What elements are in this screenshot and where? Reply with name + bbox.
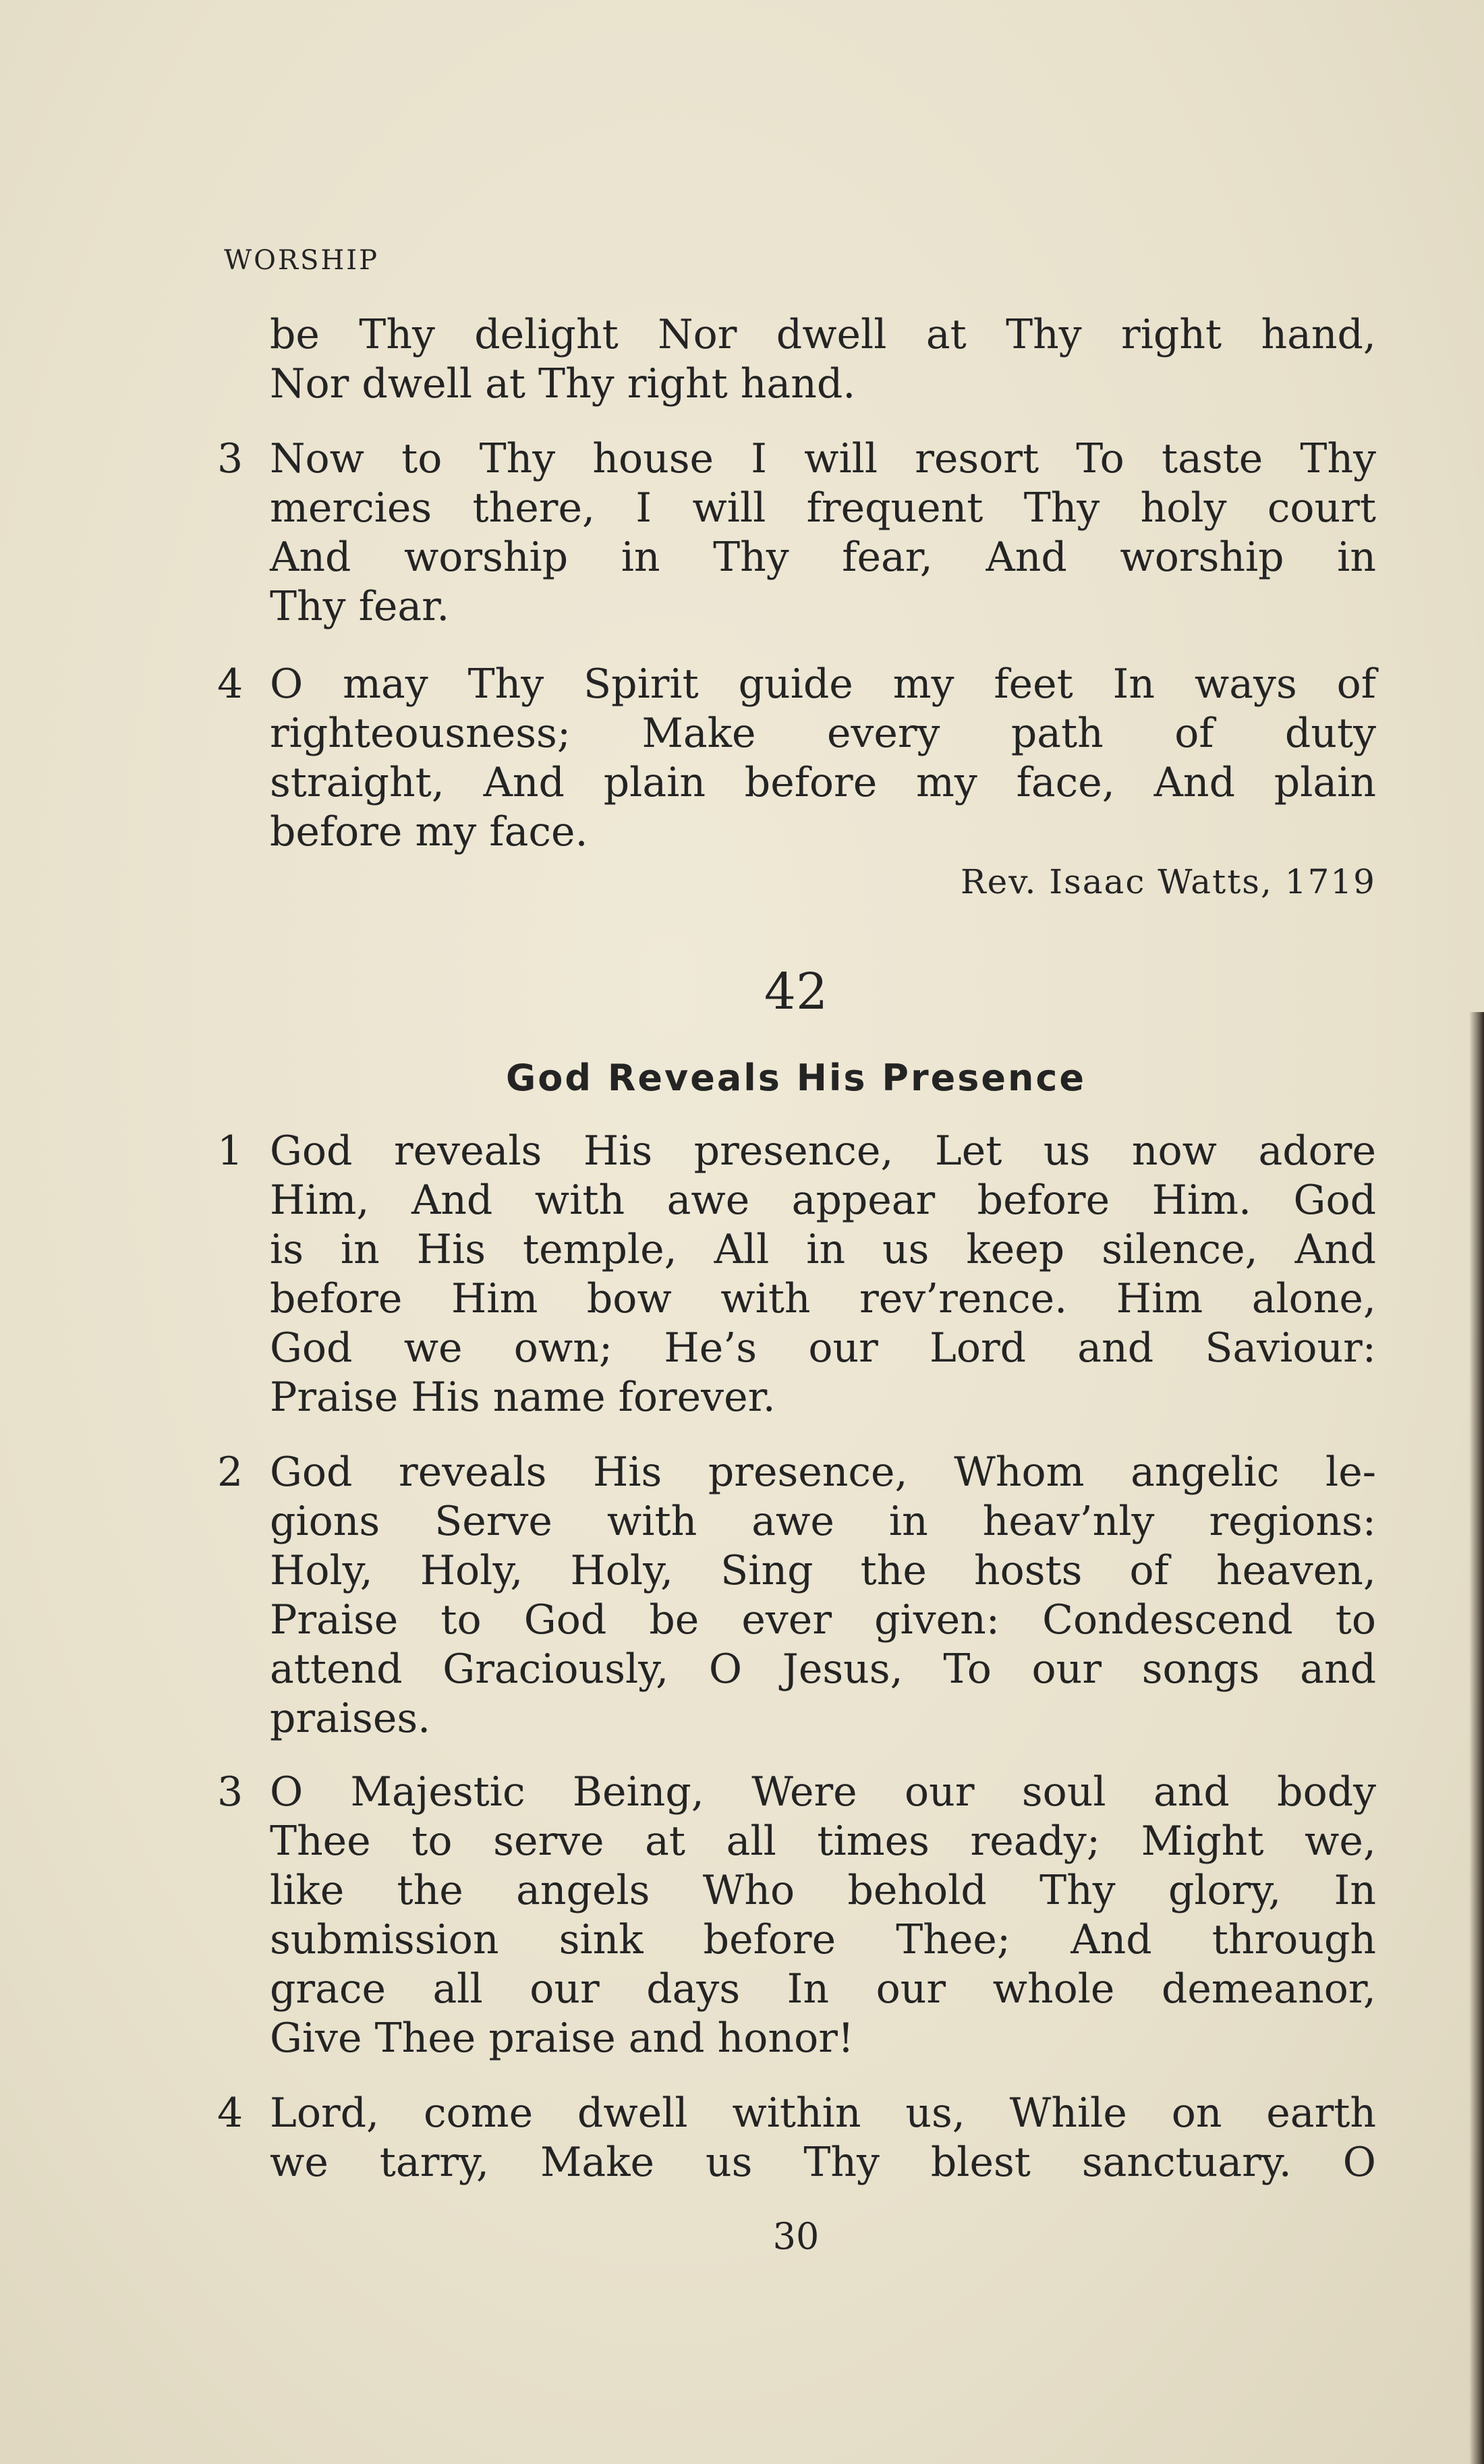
stanza-line: Give Thee praise and honor! (270, 2015, 854, 2062)
stanza-line: mercies there, I will frequent Thy holy court (270, 484, 1376, 532)
stanza-number: 1 (217, 1127, 244, 1175)
stanza-line: Lord, come dwell within us, While on earth (270, 2090, 1376, 2137)
stanza-line: Now to Thy house I will resort To taste Thy (270, 435, 1376, 482)
stanza-line: Thee to serve at all times ready; Might we, (270, 1818, 1376, 1865)
page-edge-shadow (1469, 1012, 1484, 2464)
running-head: WORSHIP (224, 245, 380, 276)
hymn-number: 42 (764, 963, 828, 1021)
hymn-stanza-4 (270, 2089, 1376, 2187)
stanza-line: submission sink before Thee; And through (270, 1916, 1376, 1963)
hymn-title: God Reveals His Presence (505, 1057, 1087, 1099)
page-number: 30 (772, 2215, 820, 2258)
stanza-line: righteousness; Make every path of duty (270, 710, 1376, 757)
stanza-number: 4 (217, 2090, 244, 2137)
stanza-line: Thy fear. (270, 583, 450, 630)
stanza-line: Nor dwell at Thy right hand. (270, 360, 856, 408)
stanza-line: Him, And with awe appear before Him. God (270, 1177, 1376, 1224)
prior-hymn-stanza-3 (270, 435, 1376, 632)
stanza-line: And worship in Thy fear, And worship in (270, 534, 1376, 581)
stanza-line: before Him bow with rev’rence. Him alone, (270, 1275, 1376, 1322)
stanza-number: 3 (217, 435, 244, 482)
hymn-stanza-1 (270, 1127, 1376, 1422)
stanza-line: God reveals His presence, Whom angelic le- (270, 1449, 1376, 1496)
stanza-line: God we own; He’s our Lord and Saviour: (270, 1324, 1376, 1372)
stanza-line: Holy, Holy, Holy, Sing the hosts of heaven, (270, 1547, 1376, 1594)
stanza-line: O Majestic Being, Were our soul and body (270, 1768, 1376, 1816)
stanza-line: before my face. (270, 808, 588, 856)
stanza-line: Praise His name forever. (270, 1374, 776, 1421)
stanza-number: 4 (217, 661, 244, 708)
stanza-number: 2 (217, 1449, 244, 1496)
stanza-line: O may Thy Spirit guide my feet In ways of (270, 661, 1376, 708)
stanza-number: 3 (217, 1768, 244, 1816)
stanza-line: we tarry, Make us Thy blest sanctuary. O (270, 2139, 1376, 2186)
hymn-stanza-3 (270, 1768, 1376, 2063)
prior-hymn-stanza-4 (270, 660, 1376, 857)
stanza-line: like the angels Who behold Thy glory, In (270, 1867, 1376, 1914)
stanza-line: is in His temple, All in us keep silence, And (270, 1226, 1376, 1273)
carryover-stanza (270, 310, 1376, 409)
stanza-line: be Thy delight Nor dwell at Thy right hand, (270, 311, 1376, 358)
stanza-line: attend Graciously, O Jesus, To our songs and (270, 1646, 1376, 1693)
stanza-line: praises. (270, 1695, 431, 1742)
stanza-line: grace all our days In our whole demeanor, (270, 1965, 1376, 2013)
stanza-line: God reveals His presence, Let us now adore (270, 1127, 1376, 1175)
stanza-line: gions Serve with awe in heav’nly regions: (270, 1498, 1376, 1545)
stanza-line: straight, And plain before my face, And plain (270, 759, 1376, 806)
stanza-line: Praise to God be ever given: Condescend to (270, 1596, 1376, 1644)
author-attribution: Rev. Isaac Watts, 1719 (961, 862, 1376, 901)
hymn-stanza-2 (270, 1448, 1376, 1743)
